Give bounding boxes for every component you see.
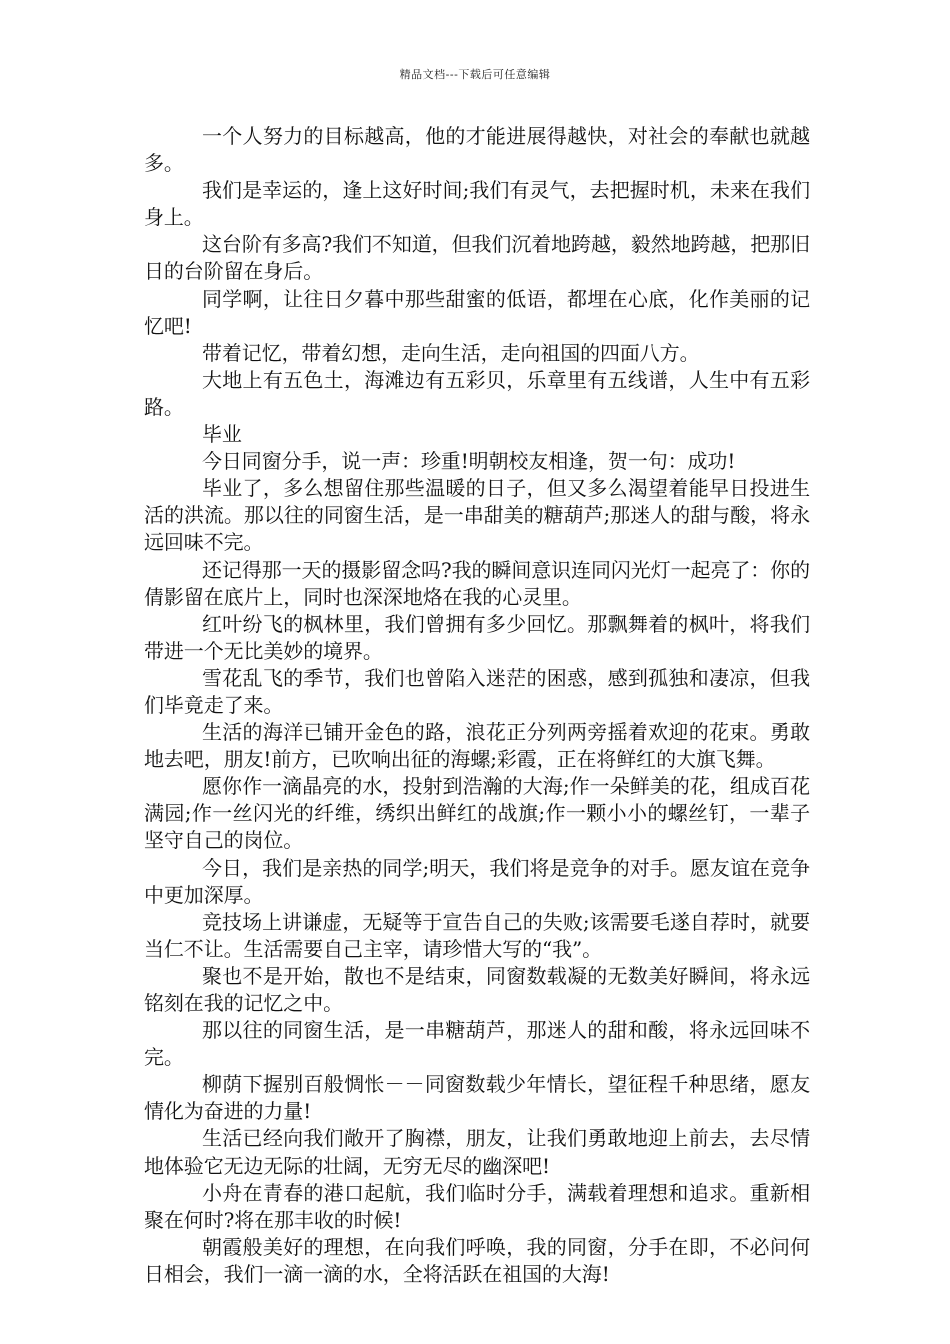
- paragraph: 柳荫下握别百般惆怅－－同窗数载少年情长，望征程千种思绪，愿友情化为奋进的力量!: [144, 1072, 810, 1124]
- paragraph: 生活的海洋已铺开金色的路，浪花正分列两旁摇着欢迎的花束。勇敢地去吧，朋友!前方，已吹响出征的海螺;彩霞，正在将鲜红的大旗飞舞。: [144, 720, 810, 772]
- paragraph: 大地上有五色土，海滩边有五彩贝，乐章里有五线谱，人生中有五彩路。: [144, 367, 810, 419]
- paragraph: 聚也不是开始，散也不是结束，同窗数载凝的无数美好瞬间，将永远铭刻在我的记忆之中。: [144, 963, 810, 1015]
- paragraph: 还记得那一天的摄影留念吗?我的瞬间意识连同闪光灯一起亮了：你的倩影留在底片上，同时也深深地烙在我的心灵里。: [144, 557, 810, 609]
- paragraph: 今日，我们是亲热的同学;明天，我们将是竞争的对手。愿友谊在竞争中更加深厚。: [144, 855, 810, 907]
- paragraph: 我们是幸运的，逢上这好时间;我们有灵气，去把握时机，未来在我们身上。: [144, 178, 810, 230]
- paragraph: 雪花乱飞的季节，我们也曾陷入迷茫的困惑，感到孤独和凄凉，但我们毕竟走了来。: [144, 665, 810, 717]
- section-heading: 毕业: [202, 422, 242, 447]
- paragraph: 一个人努力的目标越高，他的才能进展得越快，对社会的奉献也就越多。: [144, 124, 810, 176]
- paragraph: 竞技场上讲谦虚，无疑等于宣告自己的失败;该需要毛遂自荐时，就要当仁不让。生活需要自己主宰，请珍惜大写的“我”。: [144, 909, 810, 961]
- paragraph: 小舟在青春的港口起航，我们临时分手，满载着理想和追求。重新相聚在何时?将在那丰收的时候!: [144, 1180, 810, 1232]
- document-body: [144, 123, 810, 1288]
- paragraph: 愿你作一滴晶亮的水，投射到浩瀚的大海;作一朵鲜美的花，组成百花满园;作一丝闪光的纤维，绣织出鲜红的战旗;作一颗小小的螺丝钉，一辈子坚守自己的岗位。: [144, 774, 810, 853]
- paragraph: 生活已经向我们敞开了胸襟，朋友，让我们勇敢地迎上前去，去尽情地体验它无边无际的壮阔，无穷无尽的幽深吧!: [144, 1126, 810, 1178]
- paragraph: 带着记忆，带着幻想，走向生活，走向祖国的四面八方。: [202, 340, 700, 365]
- paragraph: 朝霞般美好的理想，在向我们呼唤，我的同窗，分手在即，不必问何日相会，我们一滴一滴的水，全将活跃在祖国的大海!: [144, 1234, 810, 1286]
- page-header: 精品文档---下载后可任意编辑: [399, 68, 551, 81]
- paragraph: 同学啊，让往日夕暮中那些甜蜜的低语，都埋在心底，化作美丽的记忆吧!: [144, 286, 810, 338]
- paragraph: 那以往的同窗生活，是一串糖葫芦，那迷人的甜和酸，将永远回味不完。: [144, 1018, 810, 1070]
- paragraph: 红叶纷飞的枫林里，我们曾拥有多少回忆。那飘舞着的枫叶，将我们带进一个无比美妙的境界。: [144, 611, 810, 663]
- paragraph: 毕业了，多么想留住那些温暖的日子，但又多么渴望着能早日投进生活的洪流。那以往的同窗生活，是一串甜美的糖葫芦;那迷人的甜与酸，将永远回味不完。: [144, 476, 810, 555]
- paragraph: 今日同窗分手，说一声：珍重!明朝校友相逢，贺一句：成功!: [202, 449, 736, 474]
- paragraph: 这台阶有多高?我们不知道，但我们沉着地跨越，毅然地跨越，把那旧日的台阶留在身后。: [144, 232, 810, 284]
